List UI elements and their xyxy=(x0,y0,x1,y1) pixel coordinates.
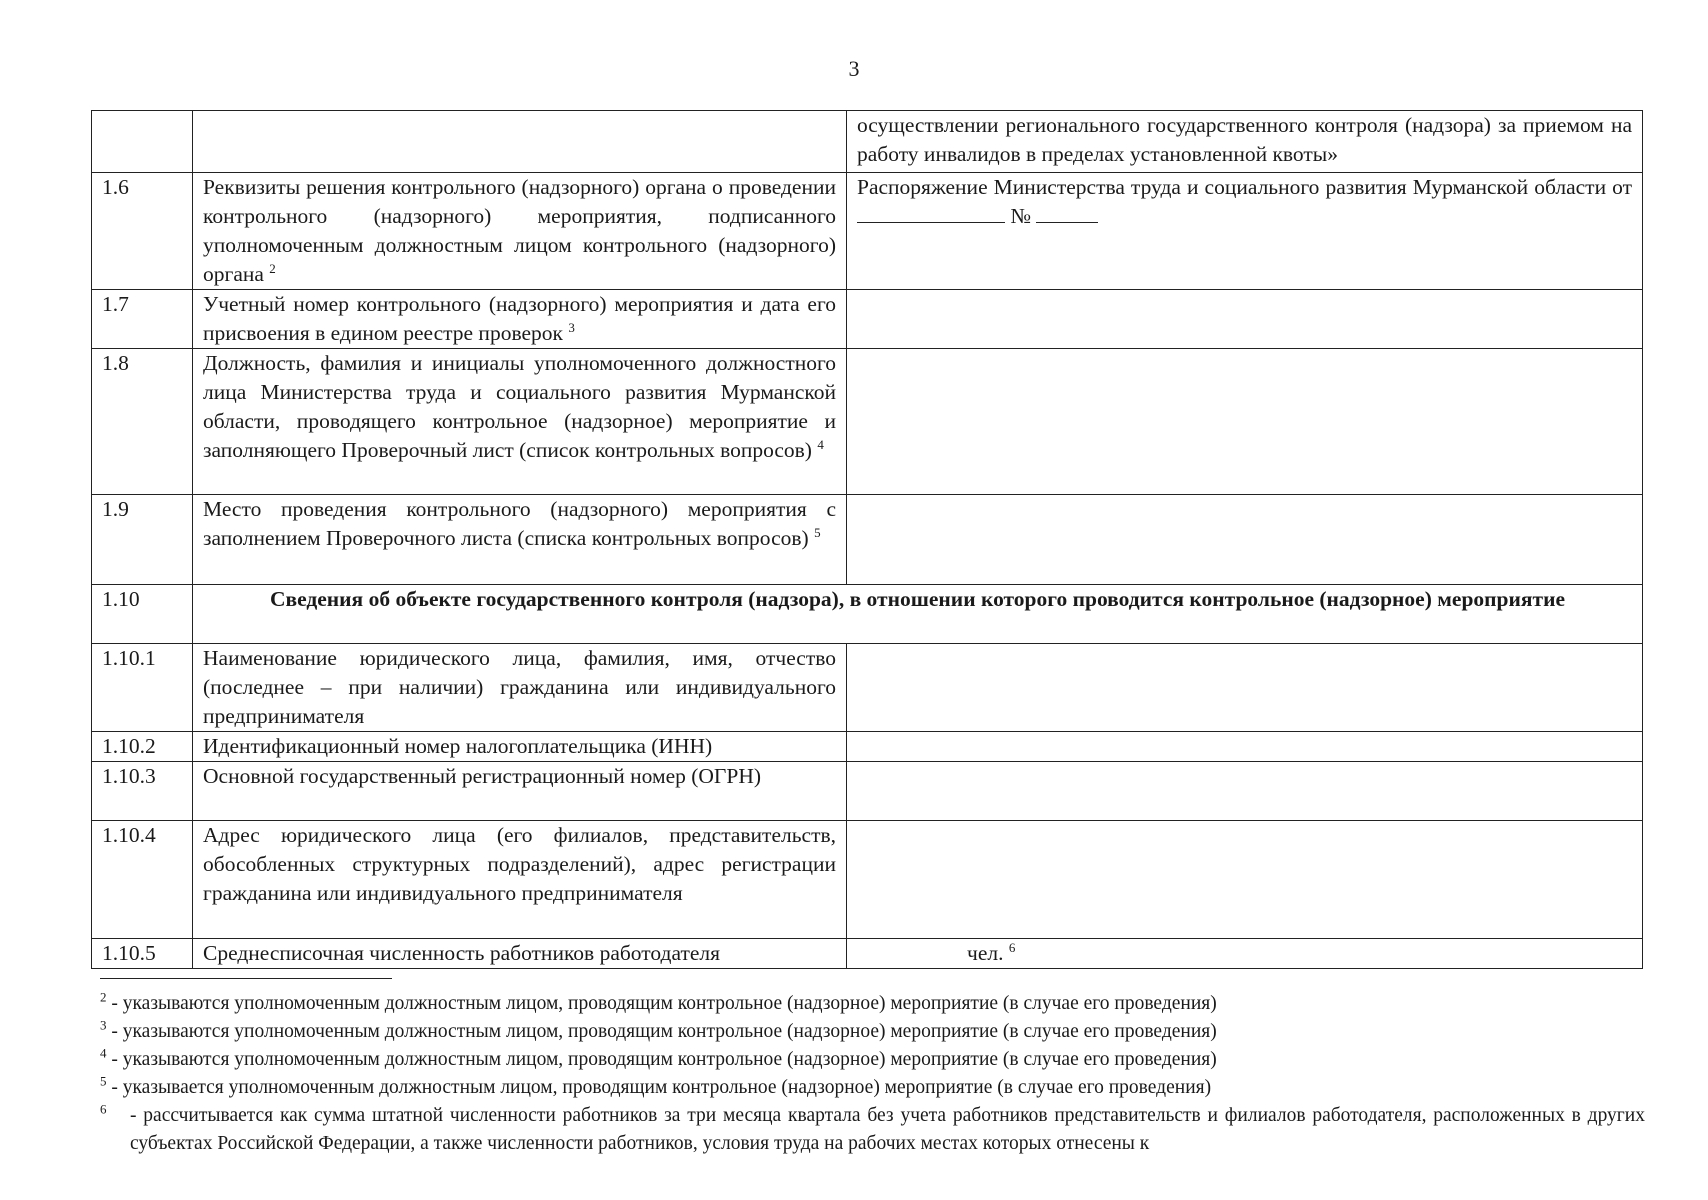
footnote-ref: 4 xyxy=(817,436,824,452)
row-label xyxy=(193,495,847,585)
footnote-mark: 4 xyxy=(100,1045,107,1061)
footnote-mark: 2 xyxy=(100,989,107,1005)
footnote-mark: 6 xyxy=(100,1101,107,1117)
table-row xyxy=(92,585,1643,644)
row-label: Идентификационный номер налогоплательщика (ИНН) xyxy=(193,732,847,762)
row-label: Среднесписочная численность работников работодателя xyxy=(193,939,847,969)
footnote-item xyxy=(100,1074,1645,1102)
row-value-empty[interactable] xyxy=(847,732,1643,762)
row-value-empty[interactable] xyxy=(847,290,1643,349)
row-value-empty[interactable] xyxy=(847,349,1643,495)
table-row xyxy=(92,290,1643,349)
table-row xyxy=(92,349,1643,495)
footnotes xyxy=(100,990,1645,1158)
row-number: 1.6 xyxy=(92,173,193,290)
row-label-text: Реквизиты решения контрольного (надзорного) органа о проведении контрольного (надзорного) мероприятия, подписанного уполномоченным должностным лицом контрольного (надзорного) органа xyxy=(203,175,836,286)
table-row xyxy=(92,821,1643,939)
row-number: 1.10.3 xyxy=(92,762,193,821)
row-number: 1.10.2 xyxy=(92,732,193,762)
row-label-text: Должность, фамилия и инициалы уполномоченного должностного лица Министерства труда и социального развития Мурманской области, проводящего контрольное (надзорное) мероприятие и заполняющего Проверочный лист (список контрольных вопросов) xyxy=(203,351,836,462)
table-row xyxy=(92,762,1643,821)
row-label: Наименование юридического лица, фамилия, имя, отчество (последнее – при наличии) гражданина или индивидуального предпринимателя xyxy=(193,644,847,732)
footnote-mark: 5 xyxy=(100,1073,107,1089)
footnote-item xyxy=(100,990,1645,1018)
row-number: 1.7 xyxy=(92,290,193,349)
row-label xyxy=(193,290,847,349)
row-value-empty[interactable] xyxy=(847,644,1643,732)
row-value xyxy=(847,173,1643,290)
row-label xyxy=(193,111,847,173)
footnote-text: - указываются уполномоченным должностным лицом, проводящим контрольное (надзорное) мероприятие (в случае его проведения) xyxy=(111,1021,1217,1042)
row-label: Адрес юридического лица (его филиалов, представительств, обособленных структурных подразделений), адрес регистрации гражданина или индивидуального предпринимателя xyxy=(193,821,847,939)
footnote-text: - указывается уполномоченным должностным лицом, проводящим контрольное (надзорное) мероприятие (в случае его проведения) xyxy=(111,1077,1212,1098)
row-value: осуществлении регионального государственного контроля (надзора) за приемом на работу инвалидов в пределах установленной квоты» xyxy=(847,111,1643,173)
footnote-ref: 2 xyxy=(269,260,276,276)
row-number: 1.10.4 xyxy=(92,821,193,939)
row-number: 1.9 xyxy=(92,495,193,585)
table-row xyxy=(92,939,1643,969)
row-label: Основной государственный регистрационный номер (ОГРН) xyxy=(193,762,847,821)
checklist-table xyxy=(91,110,1643,969)
row-value-empty[interactable] xyxy=(847,821,1643,939)
footnote-item xyxy=(100,1046,1645,1074)
row-label-text: Место проведения контрольного (надзорного) мероприятия с заполнением Проверочного листа (списка контрольных вопросов) xyxy=(203,497,836,550)
order-text: Распоряжение Министерства труда и социального развития Мурманской области от xyxy=(857,175,1632,199)
table-row xyxy=(92,495,1643,585)
row-label-text: Учетный номер контрольного (надзорного) мероприятия и дата его присвоения в едином реестре проверок xyxy=(203,292,836,345)
footnote-mark-wrap xyxy=(100,1102,130,1158)
footnote-ref: 3 xyxy=(568,319,575,335)
row-value-empty[interactable] xyxy=(847,495,1643,585)
table-row xyxy=(92,644,1643,732)
table-row xyxy=(92,173,1643,290)
row-value-empty[interactable] xyxy=(847,762,1643,821)
date-blank[interactable] xyxy=(857,202,1005,223)
page-number: 3 xyxy=(848,56,860,81)
order-number-blank[interactable] xyxy=(1036,202,1098,223)
table-row xyxy=(92,111,1643,173)
footnote-text: - рассчитывается как сумма штатной численности работников за три месяца квартала без учета работников представительств и филиалов работодателя, расположенных в других субъектах Российской Федерации, а также численности работников, условия труда на рабочих местах которых отнесены к xyxy=(130,1105,1645,1154)
row-number: 1.8 xyxy=(92,349,193,495)
footnote-item xyxy=(100,1018,1645,1046)
footnote-ref: 5 xyxy=(814,524,821,540)
row-label xyxy=(193,349,847,495)
row-number: 1.10.5 xyxy=(92,939,193,969)
row-label xyxy=(193,173,847,290)
footnote-item xyxy=(100,1102,1645,1158)
footnote-divider xyxy=(100,978,392,979)
table-row xyxy=(92,732,1643,762)
footnote-text: - указываются уполномоченным должностным лицом, проводящим контрольное (надзорное) мероприятие (в случае его проведения) xyxy=(111,1049,1217,1070)
footnote-mark: 3 xyxy=(100,1017,107,1033)
section-heading: Сведения об объекте государственного контроля (надзора), в отношении которого проводится контрольное (надзорное) мероприятие xyxy=(193,585,1643,644)
row-number xyxy=(92,111,193,173)
number-sign: № xyxy=(1010,204,1031,228)
row-number: 1.10.1 xyxy=(92,644,193,732)
row-value[interactable] xyxy=(847,939,1643,969)
row-number: 1.10 xyxy=(92,585,193,644)
footnote-text: - указываются уполномоченным должностным лицом, проводящим контрольное (надзорное) мероприятие (в случае его проведения) xyxy=(111,993,1217,1014)
unit-label: чел. xyxy=(967,941,1004,965)
footnote-ref: 6 xyxy=(1008,939,1016,955)
